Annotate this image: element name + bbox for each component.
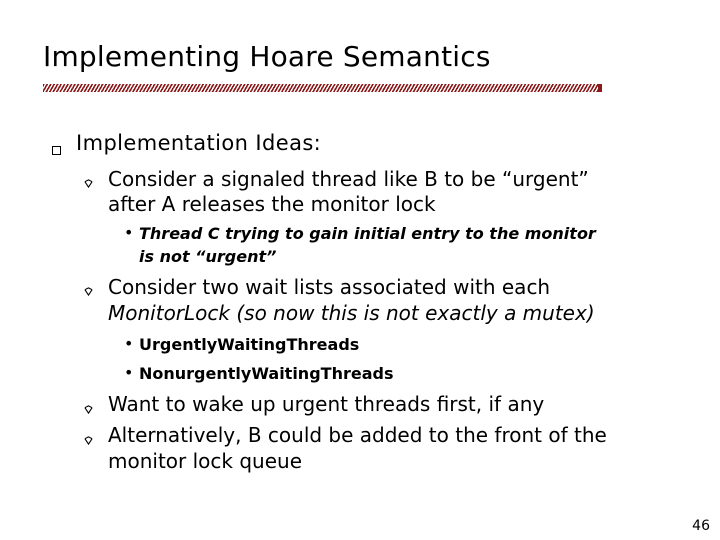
subpoint-2-2: NonurgentlyWaitingThreads: [139, 364, 394, 383]
slide-title: Implementing Hoare Semantics: [43, 40, 491, 73]
diamond-bullet-icon: [84, 287, 93, 296]
subpoint-1-1-line-1: Thread C trying to gain initial entry to the monitor: [139, 224, 596, 243]
diamond-bullet-icon: [84, 179, 93, 188]
title-underline-rule: [43, 84, 600, 92]
diamond-bullet-icon: [84, 436, 93, 445]
point-1-line-1: Consider a signaled thread like B to be “urgent”: [108, 167, 589, 191]
square-bullet-icon: [52, 146, 61, 155]
point-2-line-2: MonitorLock (so now this is not exactly a mutex): [108, 301, 595, 325]
point-4-line-1: Alternatively, B could be added to the front of the: [108, 423, 607, 447]
sub-bullet-dot: •: [124, 334, 134, 353]
point-1-line-2: after A releases the monitor lock: [108, 192, 436, 216]
point-4-line-2: monitor lock queue: [108, 449, 302, 473]
subpoint-1-1-line-2: is not “urgent”: [139, 247, 277, 266]
title-underline-rule-end: [598, 84, 602, 92]
diamond-bullet-icon: [84, 405, 93, 414]
section-heading: Implementation Ideas:: [76, 131, 322, 155]
point-3-line-1: Want to wake up urgent threads first, if any: [108, 392, 545, 416]
sub-bullet-dot: •: [124, 223, 134, 242]
subpoint-2-1: UrgentlyWaitingThreads: [139, 335, 360, 354]
sub-bullet-dot: •: [124, 363, 134, 382]
point-2-line-1: Consider two wait lists associated with each: [108, 275, 551, 299]
page-number: 46: [692, 518, 710, 534]
